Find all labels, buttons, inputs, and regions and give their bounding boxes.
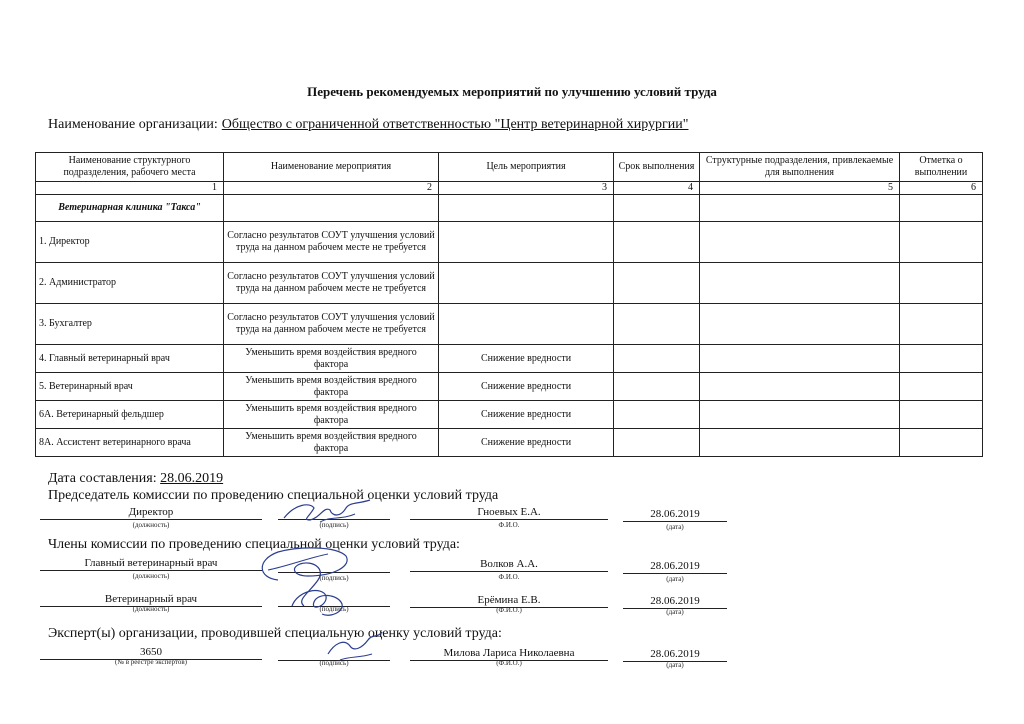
table-row — [36, 373, 983, 401]
organization-line — [48, 117, 688, 133]
column-number: 3 — [439, 182, 614, 195]
row-measure: Уменьшить время воздействия вредного фактора — [224, 373, 439, 401]
chairman-signature-icon — [280, 498, 375, 526]
member-position: Главный ветеринарный врач — [84, 557, 218, 569]
signature-caption: (подпись) — [319, 574, 349, 582]
table-row — [36, 222, 983, 263]
fio-caption: (Ф.И.О.) — [496, 606, 522, 614]
row-goal: Снижение вредности — [439, 345, 614, 373]
header-goal: Цель мероприятия — [439, 153, 614, 182]
signature-caption: (подпись) — [319, 659, 349, 667]
column-number: 4 — [614, 182, 700, 195]
organization-label: Наименование организации: — [48, 117, 218, 132]
registry-caption: (№ в реестре экспертов) — [114, 658, 187, 666]
date-caption: (дата) — [666, 523, 684, 531]
document-title: Перечень рекомендуемых мероприятий по улучшению условий труда — [307, 84, 717, 99]
position-line — [40, 519, 262, 520]
row-measure: Согласно результатов СОУТ улучшения условий труда на данном рабочем месте не требуется — [224, 304, 439, 345]
row-measure: Уменьшить время воздействия вредного фактора — [224, 345, 439, 373]
table-row — [36, 401, 983, 429]
position-caption: (должность) — [132, 605, 170, 613]
column-number: 1 — [36, 182, 224, 195]
fio-caption: (Ф.И.О.) — [496, 659, 522, 667]
row-place: 1. Директор — [36, 222, 224, 263]
fio-caption: Ф.И.О. — [498, 573, 520, 581]
fio-line — [410, 571, 608, 572]
table-header-row — [36, 153, 983, 182]
measures-table — [35, 152, 983, 457]
member-name: Волков А.А. — [480, 558, 538, 570]
expert-heading: Эксперт(ы) организации, проводившей специальную оценку условий труда: — [48, 626, 502, 641]
fio-line — [410, 519, 608, 520]
date-caption: (дата) — [666, 608, 684, 616]
column-number: 5 — [700, 182, 900, 195]
chairman-heading: Председатель комиссии по проведению специальной оценки условий труда — [48, 488, 499, 503]
row-measure: Уменьшить время воздействия вредного фактора — [224, 401, 439, 429]
member-position: Ветеринарный врач — [104, 593, 198, 605]
table-row — [36, 345, 983, 373]
date-value: 28.06.2019 — [160, 471, 224, 486]
row-place: 2. Администратор — [36, 263, 224, 304]
compilation-date — [48, 471, 223, 487]
row-place: 3. Бухгалтер — [36, 304, 224, 345]
header-place: Наименование структурного подразделения, рабочего места — [36, 153, 224, 182]
expert-date: 28.06.2019 — [650, 648, 700, 660]
table-row — [36, 429, 983, 457]
chairman-name: Гноевых Е.А. — [477, 506, 541, 518]
signature-caption: (подпись) — [319, 521, 349, 529]
column-numbers-row — [36, 182, 983, 195]
row-measure: Согласно результатов СОУТ улучшения условий труда на данном рабочем месте не требуется — [224, 222, 439, 263]
member-date: 28.06.2019 — [650, 560, 700, 572]
section-title: Ветеринарная клиника "Такса" — [36, 195, 224, 222]
row-place: 4. Главный ветеринарный врач — [36, 345, 224, 373]
row-measure: Уменьшить время воздействия вредного фактора — [224, 429, 439, 457]
row-goal — [439, 304, 614, 345]
position-line — [40, 570, 262, 571]
table-row — [36, 263, 983, 304]
chairman-date: 28.06.2019 — [650, 508, 700, 520]
row-place: 6А. Ветеринарный фельдшер — [36, 401, 224, 429]
header-measure: Наименование мероприятия — [224, 153, 439, 182]
row-place: 8А. Ассистент ветеринарного врача — [36, 429, 224, 457]
column-number: 6 — [900, 182, 983, 195]
fio-caption: Ф.И.О. — [498, 521, 520, 529]
expert-signature-icon — [320, 628, 390, 664]
position-caption: (должность) — [132, 572, 170, 580]
header-departments: Структурные подразделения, привлекаемые для выполнения — [700, 153, 900, 182]
date-caption: (дата) — [666, 661, 684, 669]
member-name: Ерёмина Е.В. — [477, 594, 541, 606]
members-heading: Члены комиссии по проведению специальной оценки условий труда: — [48, 537, 460, 552]
date-line — [623, 573, 727, 574]
row-goal: Снижение вредности — [439, 401, 614, 429]
expert-name: Милова Лариса Николаевна — [443, 647, 575, 659]
organization-value: Общество с ограниченной ответственностью "Центр ветеринарной хирургии" — [221, 117, 689, 132]
header-mark: Отметка о выполнении — [900, 153, 983, 182]
row-place: 5. Ветеринарный врач — [36, 373, 224, 401]
expert-number: 3650 — [140, 646, 162, 658]
row-goal — [439, 263, 614, 304]
row-goal: Снижение вредности — [439, 429, 614, 457]
date-label: Дата составления: — [48, 471, 157, 486]
section-row — [36, 195, 983, 222]
member-date: 28.06.2019 — [650, 595, 700, 607]
date-caption: (дата) — [666, 575, 684, 583]
position-caption: (должность) — [132, 521, 170, 529]
chairman-position: Директор — [128, 506, 174, 518]
row-measure: Согласно результатов СОУТ улучшения условий труда на данном рабочем месте не требуется — [224, 263, 439, 304]
row-goal — [439, 222, 614, 263]
signature-caption: (подпись) — [319, 605, 349, 613]
header-term: Срок выполнения — [614, 153, 700, 182]
member-signature-icon — [282, 582, 362, 622]
row-goal: Снижение вредности — [439, 373, 614, 401]
date-line — [623, 521, 727, 522]
table-row — [36, 304, 983, 345]
column-number: 2 — [224, 182, 439, 195]
